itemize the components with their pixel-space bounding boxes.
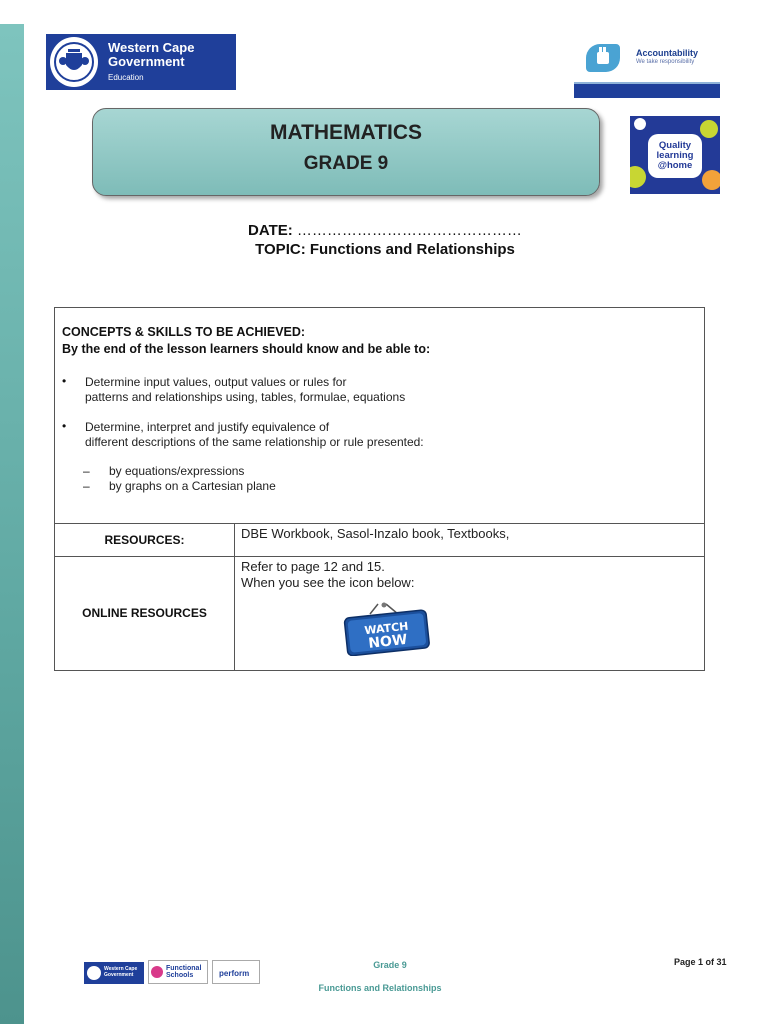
date-label: DATE: <box>248 222 293 239</box>
bullet1-line2: patterns and relationships using, tables, formulae, equations <box>85 390 406 404</box>
online-resources-label: ONLINE RESOURCES <box>82 606 207 620</box>
date-line <box>0 222 770 239</box>
bullet-item <box>85 375 405 405</box>
decor-blob <box>634 118 646 130</box>
date-dots: ……………………………………… <box>292 222 522 239</box>
wcg-name-line2: Government <box>108 53 185 69</box>
concepts-section <box>55 308 704 524</box>
accountability-footer-strip <box>574 82 720 98</box>
dash-icon: – <box>83 464 90 478</box>
title-banner <box>92 108 600 196</box>
ql-line2: learning <box>656 150 694 162</box>
ql-line1: Quality <box>658 140 692 152</box>
online-resources-line2: When you see the icon below: <box>241 575 415 590</box>
wcg-name-line1: Western Cape <box>108 40 195 56</box>
watch-now-line2: NOW <box>367 631 409 652</box>
dash-item: by equations/expressions <box>109 464 245 478</box>
quality-learning-card <box>648 134 702 178</box>
footer-fs-text: Functional Schools <box>166 965 202 980</box>
resources-value: DBE Workbook, Sasol-Inzalo book, Textbooks, <box>241 526 510 541</box>
lesson-overview-table <box>54 307 705 671</box>
bullet2-line1: Determine, interpret and justify equivalence of <box>85 420 330 434</box>
bullet1-line1: Determine input values, output values or rules for <box>85 375 347 389</box>
online-resources-line1: Refer to page 12 and 15. <box>241 559 385 574</box>
bullet2-line2: different descriptions of the same relationship or rule presented: <box>85 435 424 449</box>
wcg-dept: Education <box>108 73 144 83</box>
footer-grade: Grade 9 <box>373 960 407 970</box>
topic-line: TOPIC: Functions and Relationships <box>255 241 515 258</box>
decor-blob <box>700 120 718 138</box>
online-resources-label-cell <box>55 556 235 670</box>
subject-title: MATHEMATICS <box>269 121 423 144</box>
left-accent-bar <box>0 24 24 1024</box>
resources-row <box>55 523 704 557</box>
accountability-title: Accountability <box>636 48 699 58</box>
accountability-logo <box>574 42 720 98</box>
decor-blob <box>630 166 646 188</box>
grade-title: GRADE 9 <box>303 153 389 174</box>
ql-line3: @home <box>657 159 693 171</box>
footer-topic: Functions and Relationships <box>318 983 442 993</box>
concepts-heading: CONCEPTS & SKILLS TO BE ACHIEVED: <box>62 325 306 339</box>
bullet-icon: • <box>62 419 67 433</box>
watch-now-icon[interactable] <box>340 602 432 656</box>
quality-learning-logo <box>630 116 720 194</box>
footer-pf-text: perform <box>219 969 250 978</box>
watch-now-line1: WATCH <box>363 619 410 638</box>
bullet-icon: • <box>62 374 67 388</box>
resources-label-cell <box>55 523 235 556</box>
online-resources-row <box>55 556 704 670</box>
wcg-logo <box>46 34 236 90</box>
accountability-subtitle: We take responsibility <box>636 59 695 65</box>
resources-label: RESOURCES: <box>104 533 185 547</box>
dash-item: by graphs on a Cartesian plane <box>109 479 276 493</box>
footer-page-number: Page 1 of 31 <box>674 957 727 967</box>
bullet-item <box>85 420 424 450</box>
dash-icon: – <box>83 479 90 493</box>
footer-wcg-text: Western Cape Government <box>104 966 138 978</box>
coat-of-arms-icon <box>50 37 98 87</box>
hand-icon <box>586 44 620 72</box>
concepts-subheading: By the end of the lesson learners should know and be able to: <box>62 342 431 356</box>
decor-blob <box>702 170 720 190</box>
